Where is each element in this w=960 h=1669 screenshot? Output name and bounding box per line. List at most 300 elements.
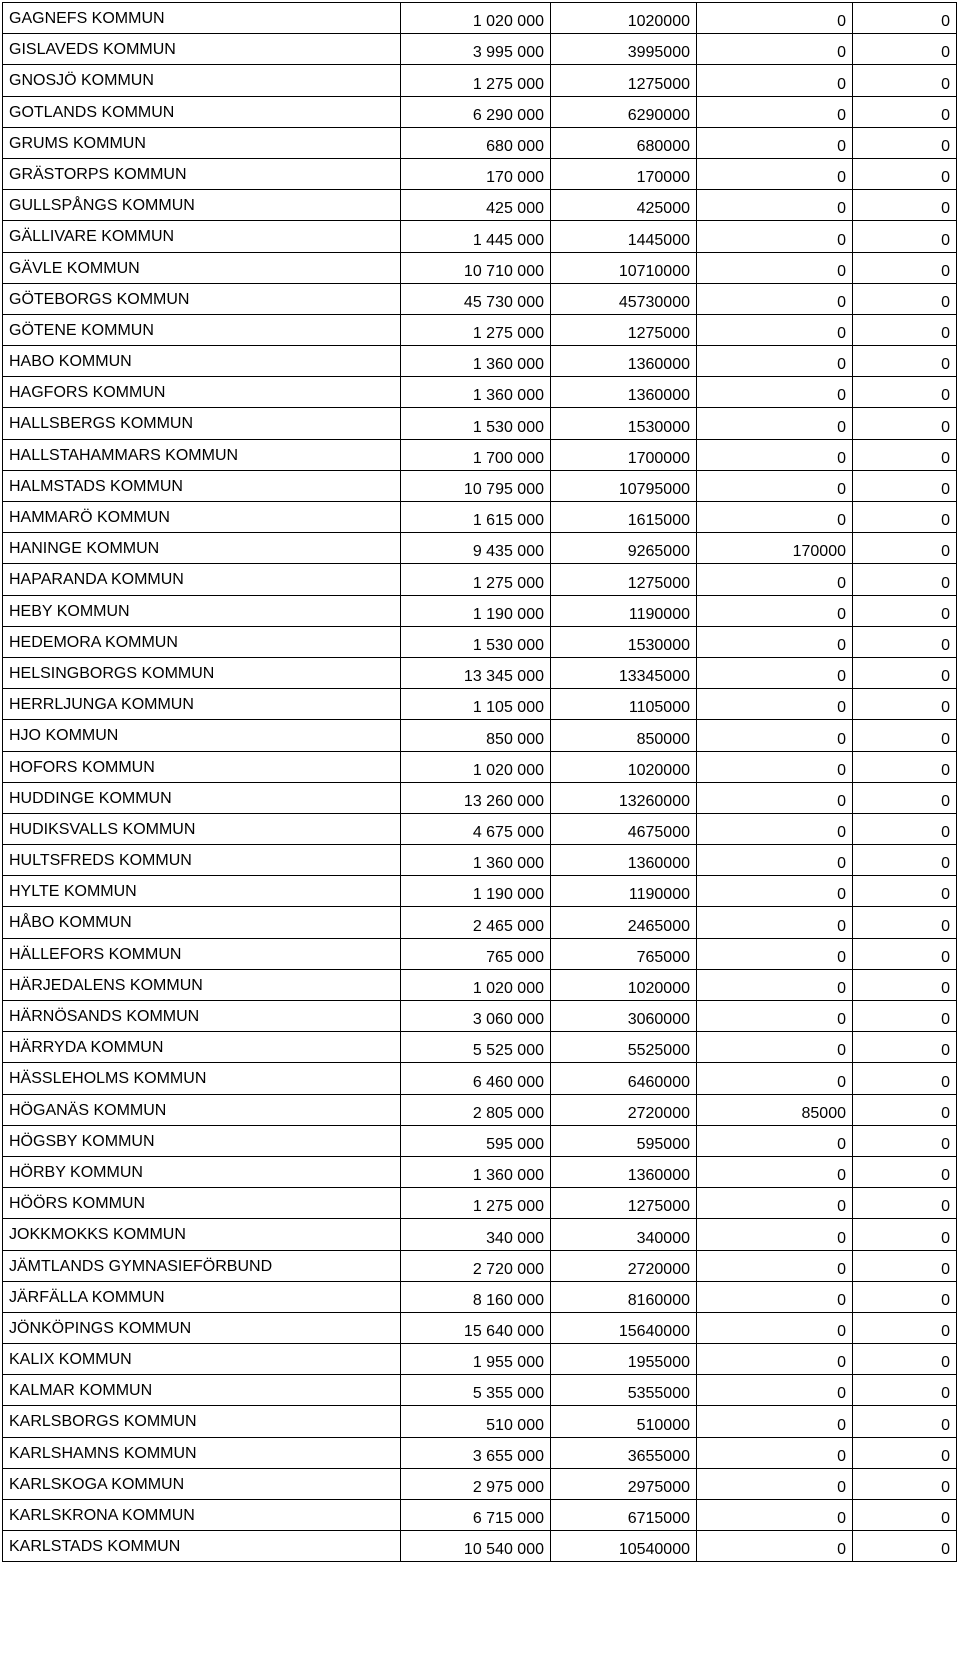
amount-cell: 1190000 (551, 876, 697, 907)
amount-cell: 1275000 (551, 564, 697, 595)
municipality-name-cell: GÖTENE KOMMUN (3, 314, 401, 345)
municipality-name-cell: HERRLJUNGA KOMMUN (3, 689, 401, 720)
amount-cell: 425000 (551, 190, 697, 221)
amount-cell: 1275000 (551, 1188, 697, 1219)
formatted-amount-cell: 340 000 (401, 1219, 551, 1250)
table-row (3, 158, 957, 189)
value-d-cell: 0 (853, 377, 957, 408)
formatted-amount-cell: 6 290 000 (401, 96, 551, 127)
formatted-amount-cell: 6 460 000 (401, 1063, 551, 1094)
value-c-cell: 0 (697, 1500, 853, 1531)
amount-cell: 1190000 (551, 595, 697, 626)
amount-cell: 6290000 (551, 96, 697, 127)
municipality-name-cell: KALIX KOMMUN (3, 1344, 401, 1375)
value-d-cell: 0 (853, 190, 957, 221)
value-c-cell: 0 (697, 782, 853, 813)
municipality-name-cell: HAGFORS KOMMUN (3, 377, 401, 408)
amount-cell: 2975000 (551, 1468, 697, 1499)
table-row (3, 876, 957, 907)
formatted-amount-cell: 595 000 (401, 1125, 551, 1156)
value-d-cell: 0 (853, 1094, 957, 1125)
amount-cell: 5525000 (551, 1032, 697, 1063)
value-c-cell: 0 (697, 751, 853, 782)
value-d-cell: 0 (853, 252, 957, 283)
value-c-cell: 0 (697, 1344, 853, 1375)
value-d-cell: 0 (853, 845, 957, 876)
table-row (3, 1344, 957, 1375)
value-d-cell: 0 (853, 158, 957, 189)
municipality-name-cell: HÖGANÄS KOMMUN (3, 1094, 401, 1125)
formatted-amount-cell: 1 190 000 (401, 876, 551, 907)
table-row (3, 1312, 957, 1343)
value-d-cell: 0 (853, 439, 957, 470)
formatted-amount-cell: 2 720 000 (401, 1250, 551, 1281)
formatted-amount-cell: 2 805 000 (401, 1094, 551, 1125)
formatted-amount-cell: 1 275 000 (401, 65, 551, 96)
amount-cell: 170000 (551, 158, 697, 189)
formatted-amount-cell: 1 615 000 (401, 502, 551, 533)
amount-cell: 15640000 (551, 1312, 697, 1343)
table-row (3, 720, 957, 751)
municipality-name-cell: HEBY KOMMUN (3, 595, 401, 626)
value-c-cell: 0 (697, 127, 853, 158)
municipality-name-cell: JOKKMOKKS KOMMUN (3, 1219, 401, 1250)
formatted-amount-cell: 13 345 000 (401, 657, 551, 688)
value-d-cell: 0 (853, 1312, 957, 1343)
value-c-cell: 0 (697, 876, 853, 907)
formatted-amount-cell: 1 360 000 (401, 1156, 551, 1187)
amount-cell: 10540000 (551, 1531, 697, 1562)
value-d-cell: 0 (853, 689, 957, 720)
table-row (3, 221, 957, 252)
value-d-cell: 0 (853, 470, 957, 501)
value-c-cell: 0 (697, 689, 853, 720)
table-row (3, 346, 957, 377)
value-c-cell: 0 (697, 1063, 853, 1094)
municipality-name-cell: KARLSKRONA KOMMUN (3, 1500, 401, 1531)
table-row (3, 34, 957, 65)
municipality-name-cell: HAPARANDA KOMMUN (3, 564, 401, 595)
municipality-name-cell: GAGNEFS KOMMUN (3, 3, 401, 34)
value-c-cell: 0 (697, 1468, 853, 1499)
formatted-amount-cell: 4 675 000 (401, 813, 551, 844)
municipality-name-cell: HÖÖRS KOMMUN (3, 1188, 401, 1219)
value-d-cell: 0 (853, 1125, 957, 1156)
value-d-cell: 0 (853, 1437, 957, 1468)
formatted-amount-cell: 1 020 000 (401, 3, 551, 34)
formatted-amount-cell: 170 000 (401, 158, 551, 189)
value-c-cell: 0 (697, 813, 853, 844)
value-d-cell: 0 (853, 938, 957, 969)
municipality-name-cell: GRUMS KOMMUN (3, 127, 401, 158)
municipality-name-cell: GÖTEBORGS KOMMUN (3, 283, 401, 314)
amount-cell: 13345000 (551, 657, 697, 688)
table-row (3, 1219, 957, 1250)
value-d-cell: 0 (853, 1001, 957, 1032)
municipality-name-cell: GÄLLIVARE KOMMUN (3, 221, 401, 252)
value-c-cell: 0 (697, 96, 853, 127)
formatted-amount-cell: 2 975 000 (401, 1468, 551, 1499)
amount-cell: 4675000 (551, 813, 697, 844)
table-row (3, 1250, 957, 1281)
table-row (3, 1001, 957, 1032)
amount-cell: 1360000 (551, 377, 697, 408)
value-d-cell: 0 (853, 876, 957, 907)
amount-cell: 1700000 (551, 439, 697, 470)
table-row (3, 252, 957, 283)
value-c-cell: 0 (697, 470, 853, 501)
value-c-cell: 0 (697, 221, 853, 252)
formatted-amount-cell: 1 190 000 (401, 595, 551, 626)
value-c-cell: 85000 (697, 1094, 853, 1125)
amount-cell: 3060000 (551, 1001, 697, 1032)
municipality-name-cell: HALLSBERGS KOMMUN (3, 408, 401, 439)
value-d-cell: 0 (853, 782, 957, 813)
allocation-table (2, 2, 957, 1562)
formatted-amount-cell: 1 275 000 (401, 564, 551, 595)
amount-cell: 1275000 (551, 65, 697, 96)
value-c-cell: 0 (697, 595, 853, 626)
value-d-cell: 0 (853, 1156, 957, 1187)
municipality-name-cell: GRÄSTORPS KOMMUN (3, 158, 401, 189)
amount-cell: 1445000 (551, 221, 697, 252)
municipality-name-cell: JÄRFÄLLA KOMMUN (3, 1281, 401, 1312)
amount-cell: 595000 (551, 1125, 697, 1156)
table-row (3, 314, 957, 345)
table-row (3, 96, 957, 127)
municipality-name-cell: HEDEMORA KOMMUN (3, 626, 401, 657)
amount-cell: 765000 (551, 938, 697, 969)
formatted-amount-cell: 9 435 000 (401, 533, 551, 564)
amount-cell: 850000 (551, 720, 697, 751)
municipality-name-cell: GNOSJÖ KOMMUN (3, 65, 401, 96)
value-d-cell: 0 (853, 1250, 957, 1281)
formatted-amount-cell: 45 730 000 (401, 283, 551, 314)
amount-cell: 6460000 (551, 1063, 697, 1094)
value-d-cell: 0 (853, 408, 957, 439)
amount-cell: 45730000 (551, 283, 697, 314)
municipality-name-cell: JÖNKÖPINGS KOMMUN (3, 1312, 401, 1343)
municipality-name-cell: GOTLANDS KOMMUN (3, 96, 401, 127)
municipality-name-cell: HÖRBY KOMMUN (3, 1156, 401, 1187)
table-row (3, 283, 957, 314)
table-row (3, 533, 957, 564)
formatted-amount-cell: 6 715 000 (401, 1500, 551, 1531)
table-row (3, 813, 957, 844)
value-c-cell: 0 (697, 1312, 853, 1343)
municipality-name-cell: HALLSTAHAMMARS KOMMUN (3, 439, 401, 470)
table-row (3, 657, 957, 688)
table-row (3, 439, 957, 470)
value-d-cell: 0 (853, 283, 957, 314)
value-c-cell: 0 (697, 346, 853, 377)
value-c-cell: 0 (697, 3, 853, 34)
value-d-cell: 0 (853, 751, 957, 782)
value-d-cell: 0 (853, 127, 957, 158)
value-c-cell: 0 (697, 1125, 853, 1156)
municipality-name-cell: GISLAVEDS KOMMUN (3, 34, 401, 65)
value-d-cell: 0 (853, 34, 957, 65)
municipality-name-cell: HUDDINGE KOMMUN (3, 782, 401, 813)
formatted-amount-cell: 3 995 000 (401, 34, 551, 65)
value-c-cell: 0 (697, 377, 853, 408)
formatted-amount-cell: 10 710 000 (401, 252, 551, 283)
municipality-name-cell: HÄRRYDA KOMMUN (3, 1032, 401, 1063)
formatted-amount-cell: 1 275 000 (401, 314, 551, 345)
municipality-name-cell: HÅBO KOMMUN (3, 907, 401, 938)
table-row (3, 377, 957, 408)
table-row (3, 595, 957, 626)
table-row (3, 1500, 957, 1531)
amount-cell: 1360000 (551, 346, 697, 377)
value-d-cell: 0 (853, 96, 957, 127)
table-row (3, 1094, 957, 1125)
amount-cell: 1020000 (551, 3, 697, 34)
value-c-cell: 0 (697, 938, 853, 969)
value-c-cell: 0 (697, 252, 853, 283)
value-c-cell: 0 (697, 845, 853, 876)
municipality-name-cell: HUDIKSVALLS KOMMUN (3, 813, 401, 844)
value-c-cell: 0 (697, 564, 853, 595)
value-c-cell: 0 (697, 1188, 853, 1219)
formatted-amount-cell: 765 000 (401, 938, 551, 969)
amount-cell: 2720000 (551, 1094, 697, 1125)
value-c-cell: 0 (697, 1437, 853, 1468)
formatted-amount-cell: 425 000 (401, 190, 551, 221)
formatted-amount-cell: 1 275 000 (401, 1188, 551, 1219)
table-row (3, 1468, 957, 1499)
value-c-cell: 0 (697, 1250, 853, 1281)
table-row (3, 845, 957, 876)
formatted-amount-cell: 1 530 000 (401, 626, 551, 657)
amount-cell: 1105000 (551, 689, 697, 720)
municipality-name-cell: KARLSTADS KOMMUN (3, 1531, 401, 1562)
value-d-cell: 0 (853, 1063, 957, 1094)
table-row (3, 1156, 957, 1187)
value-d-cell: 0 (853, 221, 957, 252)
table-row (3, 1375, 957, 1406)
amount-cell: 510000 (551, 1406, 697, 1437)
formatted-amount-cell: 1 445 000 (401, 221, 551, 252)
amount-cell: 3655000 (551, 1437, 697, 1468)
value-c-cell: 0 (697, 1375, 853, 1406)
amount-cell: 1020000 (551, 969, 697, 1000)
municipality-name-cell: HELSINGBORGS KOMMUN (3, 657, 401, 688)
value-d-cell: 0 (853, 1219, 957, 1250)
amount-cell: 340000 (551, 1219, 697, 1250)
table-row (3, 1437, 957, 1468)
formatted-amount-cell: 3 060 000 (401, 1001, 551, 1032)
formatted-amount-cell: 1 955 000 (401, 1344, 551, 1375)
formatted-amount-cell: 1 700 000 (401, 439, 551, 470)
value-c-cell: 0 (697, 283, 853, 314)
table-row (3, 1281, 957, 1312)
table-row (3, 782, 957, 813)
table-row (3, 1188, 957, 1219)
formatted-amount-cell: 5 525 000 (401, 1032, 551, 1063)
formatted-amount-cell: 13 260 000 (401, 782, 551, 813)
table-row (3, 127, 957, 158)
value-c-cell: 0 (697, 907, 853, 938)
value-c-cell: 0 (697, 1001, 853, 1032)
value-d-cell: 0 (853, 3, 957, 34)
value-c-cell: 0 (697, 720, 853, 751)
value-d-cell: 0 (853, 1032, 957, 1063)
value-d-cell: 0 (853, 1406, 957, 1437)
municipality-name-cell: KALMAR KOMMUN (3, 1375, 401, 1406)
amount-cell: 6715000 (551, 1500, 697, 1531)
municipality-name-cell: KARLSKOGA KOMMUN (3, 1468, 401, 1499)
value-d-cell: 0 (853, 1188, 957, 1219)
formatted-amount-cell: 2 465 000 (401, 907, 551, 938)
formatted-amount-cell: 8 160 000 (401, 1281, 551, 1312)
value-c-cell: 0 (697, 439, 853, 470)
table-row (3, 564, 957, 595)
municipality-name-cell: HÄRJEDALENS KOMMUN (3, 969, 401, 1000)
amount-cell: 2720000 (551, 1250, 697, 1281)
value-d-cell: 0 (853, 314, 957, 345)
municipality-name-cell: HÖGSBY KOMMUN (3, 1125, 401, 1156)
table-row (3, 190, 957, 221)
value-d-cell: 0 (853, 907, 957, 938)
municipality-name-cell: HANINGE KOMMUN (3, 533, 401, 564)
municipality-name-cell: HOFORS KOMMUN (3, 751, 401, 782)
formatted-amount-cell: 5 355 000 (401, 1375, 551, 1406)
amount-cell: 2465000 (551, 907, 697, 938)
value-c-cell: 0 (697, 314, 853, 345)
value-d-cell: 0 (853, 1281, 957, 1312)
amount-cell: 1955000 (551, 1344, 697, 1375)
amount-cell: 1360000 (551, 845, 697, 876)
amount-cell: 9265000 (551, 533, 697, 564)
amount-cell: 1360000 (551, 1156, 697, 1187)
value-c-cell: 0 (697, 408, 853, 439)
formatted-amount-cell: 680 000 (401, 127, 551, 158)
amount-cell: 10795000 (551, 470, 697, 501)
table-row (3, 907, 957, 938)
value-d-cell: 0 (853, 1500, 957, 1531)
value-d-cell: 0 (853, 346, 957, 377)
municipality-name-cell: JÄMTLANDS GYMNASIEFÖRBUND (3, 1250, 401, 1281)
value-d-cell: 0 (853, 1468, 957, 1499)
value-d-cell: 0 (853, 969, 957, 1000)
table-row (3, 751, 957, 782)
municipality-name-cell: KARLSHAMNS KOMMUN (3, 1437, 401, 1468)
formatted-amount-cell: 850 000 (401, 720, 551, 751)
formatted-amount-cell: 510 000 (401, 1406, 551, 1437)
municipality-name-cell: GÄVLE KOMMUN (3, 252, 401, 283)
formatted-amount-cell: 15 640 000 (401, 1312, 551, 1343)
municipality-name-cell: HAMMARÖ KOMMUN (3, 502, 401, 533)
municipality-name-cell: HALMSTADS KOMMUN (3, 470, 401, 501)
table-body (3, 3, 957, 1562)
municipality-name-cell: HYLTE KOMMUN (3, 876, 401, 907)
municipality-name-cell: HÄSSLEHOLMS KOMMUN (3, 1063, 401, 1094)
value-d-cell: 0 (853, 657, 957, 688)
value-d-cell: 0 (853, 533, 957, 564)
value-d-cell: 0 (853, 1531, 957, 1562)
amount-cell: 8160000 (551, 1281, 697, 1312)
municipality-name-cell: HÄRNÖSANDS KOMMUN (3, 1001, 401, 1032)
municipality-name-cell: KARLSBORGS KOMMUN (3, 1406, 401, 1437)
value-c-cell: 0 (697, 969, 853, 1000)
value-d-cell: 0 (853, 595, 957, 626)
table-row (3, 1406, 957, 1437)
value-c-cell: 0 (697, 1219, 853, 1250)
amount-cell: 1530000 (551, 626, 697, 657)
value-c-cell: 0 (697, 1406, 853, 1437)
value-d-cell: 0 (853, 626, 957, 657)
formatted-amount-cell: 1 360 000 (401, 346, 551, 377)
value-c-cell: 0 (697, 34, 853, 65)
table-row (3, 938, 957, 969)
amount-cell: 1530000 (551, 408, 697, 439)
amount-cell: 1020000 (551, 751, 697, 782)
amount-cell: 3995000 (551, 34, 697, 65)
amount-cell: 1275000 (551, 314, 697, 345)
value-c-cell: 0 (697, 626, 853, 657)
amount-cell: 1615000 (551, 502, 697, 533)
formatted-amount-cell: 1 020 000 (401, 751, 551, 782)
table-row (3, 1125, 957, 1156)
value-c-cell: 0 (697, 1032, 853, 1063)
municipality-name-cell: GULLSPÅNGS KOMMUN (3, 190, 401, 221)
value-c-cell: 0 (697, 1281, 853, 1312)
table-row (3, 3, 957, 34)
table-row (3, 470, 957, 501)
value-c-cell: 0 (697, 190, 853, 221)
table-row (3, 408, 957, 439)
amount-cell: 13260000 (551, 782, 697, 813)
municipality-name-cell: HJO KOMMUN (3, 720, 401, 751)
table-row (3, 689, 957, 720)
formatted-amount-cell: 3 655 000 (401, 1437, 551, 1468)
table-row (3, 1032, 957, 1063)
formatted-amount-cell: 1 105 000 (401, 689, 551, 720)
table-row (3, 502, 957, 533)
value-c-cell: 0 (697, 1156, 853, 1187)
value-c-cell: 0 (697, 657, 853, 688)
value-d-cell: 0 (853, 1375, 957, 1406)
amount-cell: 5355000 (551, 1375, 697, 1406)
formatted-amount-cell: 1 360 000 (401, 845, 551, 876)
municipality-name-cell: HULTSFREDS KOMMUN (3, 845, 401, 876)
value-d-cell: 0 (853, 720, 957, 751)
formatted-amount-cell: 1 020 000 (401, 969, 551, 1000)
value-d-cell: 0 (853, 564, 957, 595)
value-c-cell: 0 (697, 502, 853, 533)
value-c-cell: 0 (697, 1531, 853, 1562)
amount-cell: 10710000 (551, 252, 697, 283)
table-row (3, 626, 957, 657)
table-row (3, 1531, 957, 1562)
value-c-cell: 0 (697, 158, 853, 189)
formatted-amount-cell: 10 540 000 (401, 1531, 551, 1562)
allocation-table-container (2, 2, 956, 1562)
formatted-amount-cell: 10 795 000 (401, 470, 551, 501)
table-row (3, 969, 957, 1000)
table-row (3, 65, 957, 96)
amount-cell: 680000 (551, 127, 697, 158)
value-d-cell: 0 (853, 813, 957, 844)
value-d-cell: 0 (853, 1344, 957, 1375)
formatted-amount-cell: 1 530 000 (401, 408, 551, 439)
value-d-cell: 0 (853, 502, 957, 533)
value-d-cell: 0 (853, 65, 957, 96)
value-c-cell: 0 (697, 65, 853, 96)
table-row (3, 1063, 957, 1094)
formatted-amount-cell: 1 360 000 (401, 377, 551, 408)
